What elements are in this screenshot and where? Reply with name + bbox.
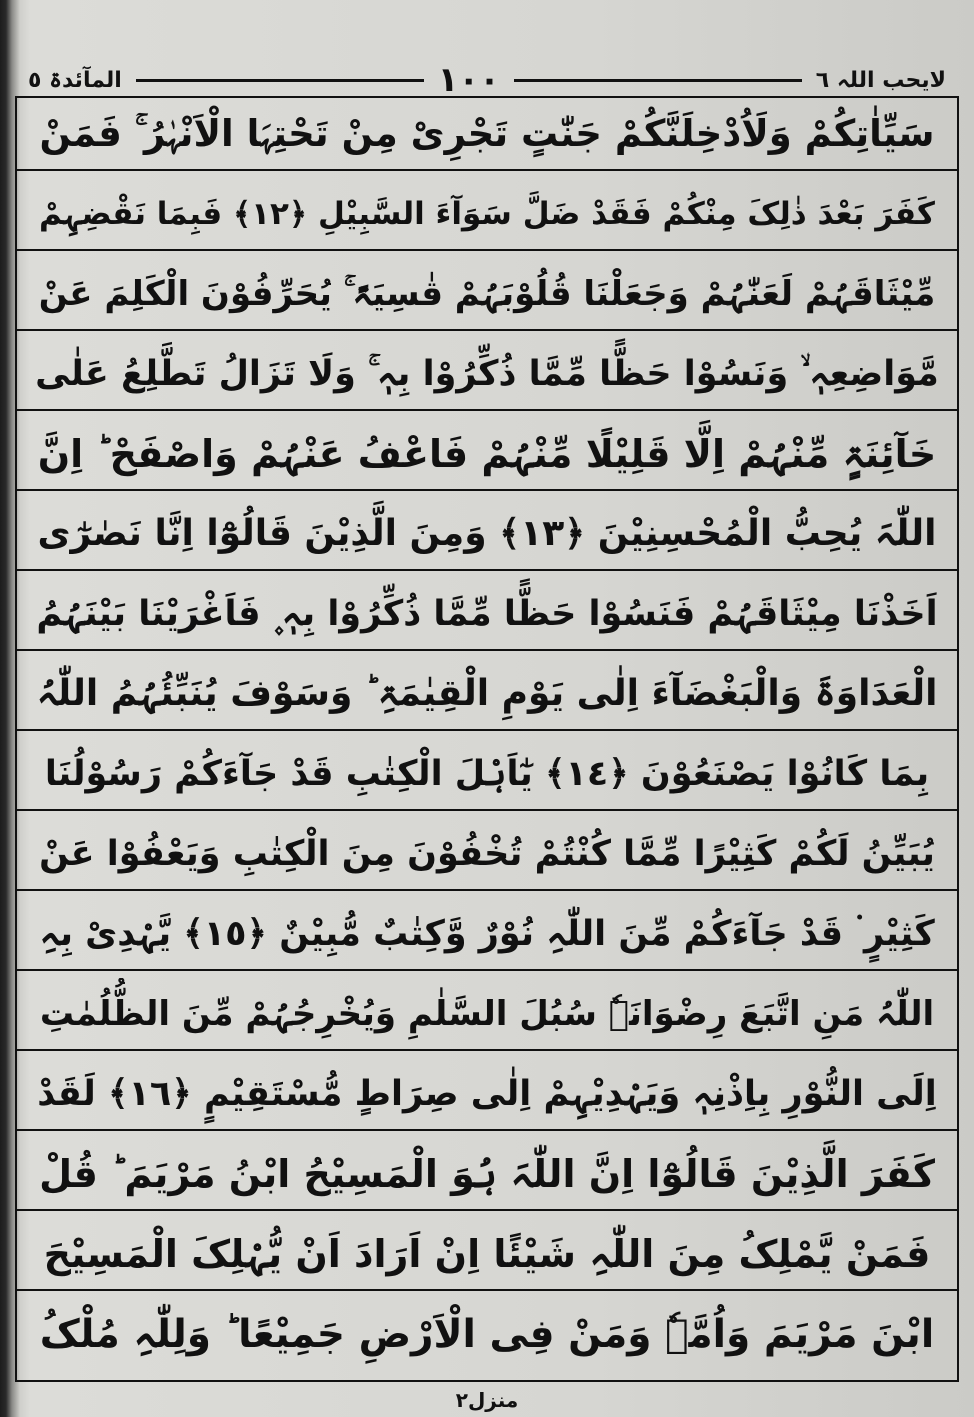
surah-label: المآئدۃ ٥ xyxy=(27,67,122,93)
header-rule-left xyxy=(136,79,424,82)
verse-line-12: اللّٰہُ مَنِ اتَّبَعَ رِضْوَانَہٗ سُبُلَ السَّلٰمِ وَیُخْرِجُہُمْ مِّنَ الظُّلُمٰتِ xyxy=(17,978,957,1051)
verse-line-1: سَیِّاٰتِکُمْ وَلَاُدْخِلَنَّکُمْ جَنّٰتٍ تَجْرِیْ مِنْ تَحْتِہَا الْاَنْہٰرُ ۚ فَمَنْ xyxy=(17,98,957,171)
page-footer xyxy=(0,1382,974,1417)
verse-line-15: فَمَنْ یَّمْلِکُ مِنَ اللّٰہِ شَیْئًا اِنْ اَرَادَ اَنْ یُّہْلِکَ الْمَسِیْحَ xyxy=(17,1218,957,1291)
verse-line-2: کَفَرَ بَعْدَ ذٰلِکَ مِنْکُمْ فَقَدْ ضَلَّ سَوَآءَ السَّبِیْلِ ﴿١٢﴾ فَبِمَا نَقْضِہِمْ xyxy=(17,178,957,251)
verse-line-14: کَفَرَ الَّذِیْنَ قَالُوْٓا اِنَّ اللّٰہَ ہُوَ الْمَسِیْحُ ابْنُ مَرْیَمَ ؕ قُلْ xyxy=(17,1138,957,1211)
page-header xyxy=(28,60,946,100)
verse-line-11: کَثِیْرٍ ۬ قَدْ جَآءَکُمْ مِّنَ اللّٰہِ نُوْرٌ وَّکِتٰبٌ مُّبِیْنٌ ﴿١٥﴾ یَّہْدِیْ بِہِ xyxy=(17,898,957,971)
verse-line-3: مِّیْثَاقَہُمْ لَعَنّٰہُمْ وَجَعَلْنَا قُلُوْبَہُمْ قٰسِیَۃً ۚ یُحَرِّفُوْنَ الْکَلِمَ عَنْ xyxy=(17,258,957,331)
verse-line-16: ابْنَ مَرْیَمَ وَاُمَّہٗ وَمَنْ فِی الْاَرْضِ جَمِیْعًا ؕ وَلِلّٰہِ مُلْکُ xyxy=(39,1312,935,1357)
manzil-label: منزل٢ xyxy=(455,1387,519,1412)
verse-line-7: اَخَذْنَا مِیْثَاقَہُمْ فَنَسُوْا حَظًّا مِّمَّا ذُکِّرُوْا بِہٖ ۪ فَاَغْرَیْنَا بَیْنَہُمُ xyxy=(17,578,957,651)
verse-line-5: خَآئِنَۃٍ مِّنْہُمْ اِلَّا قَلِیْلًا مِّنْہُمْ فَاعْفُ عَنْہُمْ وَاصْفَحْ ؕ اِنَّ xyxy=(17,418,957,491)
verse-line-8: الْعَدَاوَۃَ وَالْبَغْضَآءَ اِلٰی یَوْمِ الْقِیٰمَۃِ ؕ وَسَوْفَ یُنَبِّئُہُمُ اللّٰہُ xyxy=(17,658,957,731)
header-rule-right xyxy=(514,79,802,82)
verse-line-4: مَّوَاضِعِہٖ ۙ وَنَسُوْا حَظًّا مِّمَّا ذُکِّرُوْا بِہٖ ۚ وَلَا تَزَالُ تَطَّلِعُ عَلٰی xyxy=(17,338,957,411)
page-number: ١٠٠ xyxy=(437,60,500,100)
verse-line-6: اللّٰہَ یُحِبُّ الْمُحْسِنِیْنَ ﴿١٣﴾ وَمِنَ الَّذِیْنَ قَالُوْٓا اِنَّا نَصٰرٰٓی xyxy=(17,498,957,571)
juz-label: لایحب اللہ ٦ xyxy=(815,67,946,93)
verse-text-frame xyxy=(15,96,959,1382)
verse-line-10: یُبَیِّنُ لَکُمْ کَثِیْرًا مِّمَّا کُنْتُمْ تُخْفُوْنَ مِنَ الْکِتٰبِ وَیَعْفُوْا عَنْ xyxy=(17,818,957,891)
verse-line-13: اِلَی النُّوْرِ بِاِذْنِہٖ وَیَہْدِیْہِمْ اِلٰی صِرَاطٍ مُّسْتَقِیْمٍ ﴿١٦﴾ لَقَدْ xyxy=(17,1058,957,1131)
verse-line-9: بِمَا کَانُوْا یَصْنَعُوْنَ ﴿١٤﴾ یٰٓاَہْلَ الْکِتٰبِ قَدْ جَآءَکُمْ رَسُوْلُنَا xyxy=(17,738,957,811)
